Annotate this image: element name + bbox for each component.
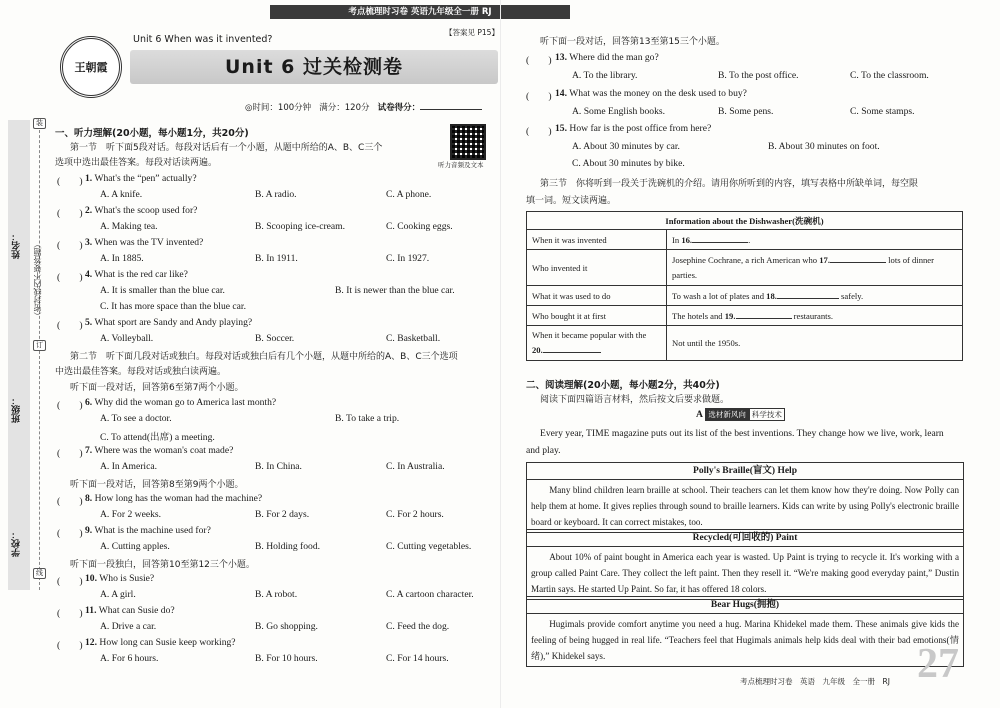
blank-19[interactable] [736,318,792,319]
page-title: Unit 6 过关检测卷 [130,50,498,84]
sec1-intro-b: 选项中选出最佳答案。每段对话读两遍。 [55,158,218,168]
q14-bracket[interactable]: ( ) [526,91,552,102]
q4-option-b[interactable]: B. It is newer than the blue car. [335,285,455,296]
q7-option-a[interactable]: A. In America. [100,461,158,472]
sec2-intro-a: 第二节 听下面几段对话或独白。每段对话或独白后有几个小题，从题中所给的A、B、C三个选项 [70,352,458,362]
q8-option-a[interactable]: A. For 2 weeks. [100,509,162,520]
q11-option-c[interactable]: C. Feed the dog. [386,621,450,632]
row-label: When it became popular with the 20. [527,326,667,361]
passage-title: Recycled(可回收的) Paint [527,530,963,547]
part2-intro: 阅读下面四篇语言材料，然后按文后要求做题。 [540,395,730,405]
q2-option-c[interactable]: C. Cooking eggs. [386,221,453,232]
q7-option-c[interactable]: C. In Australia. [386,461,445,472]
q10-option-c[interactable]: C. A cartoon character. [386,589,474,600]
q10-bracket[interactable]: ( ) [57,576,83,587]
q10-option-b[interactable]: B. A robot. [255,589,298,600]
q11-bracket[interactable]: ( ) [57,608,83,619]
q15-bracket[interactable]: ( ) [526,126,552,137]
exam-meta [245,101,482,113]
blank-18[interactable] [777,298,839,299]
q15-option-a[interactable]: A. About 30 minutes by car. [572,141,680,152]
row-answer: Not until the 1950s. [667,326,963,361]
sec2-intro-b: 中选出最佳答案。每段对话或独白读两遍。 [55,367,227,377]
q13-stem: 13. Where did the man go? [555,52,659,63]
marker-3: 线 [33,568,46,579]
q15-option-b[interactable]: B. About 30 minutes on foot. [768,141,880,152]
q9-option-c[interactable]: C. Cutting vegetables. [386,541,472,552]
table-row [527,306,963,326]
q10-stem: 10. Who is Susie? [85,573,155,584]
row-label: What it was used to do [527,286,667,306]
table-row [527,250,963,286]
q2-option-b[interactable]: B. Scooping ice-cream. [255,221,346,232]
blank-16[interactable] [692,242,748,243]
q13-option-c[interactable]: C. To the classroom. [850,70,929,81]
q14-option-a[interactable]: A. Some English books. [572,106,666,117]
q14-stem: 14. What was the money on the desk used to buy? [555,88,747,99]
q10-option-a[interactable]: A. A girl. [100,589,136,600]
q3-bracket[interactable]: ( ) [57,240,83,251]
q13-option-a[interactable]: A. To the library. [572,70,638,81]
tag-new-trend: 选材新风向 [705,408,749,421]
q4-option-a[interactable]: A. It is smaller than the blue car. [100,285,225,296]
class-label: 班级： [12,396,22,423]
qr-caption: 听力音频及文本 [438,161,484,169]
passage-polly [526,462,964,533]
page-number: 27 [917,641,959,687]
row-label: When it was invented [527,230,667,250]
q8-bracket[interactable]: ( ) [57,496,83,507]
full-score: 满分：120分 [319,103,370,113]
q2-stem: 2. What's the scoop used for? [85,205,198,216]
blank-17[interactable] [830,262,886,263]
q2-bracket[interactable]: ( ) [57,208,83,219]
q1-option-a[interactable]: A. A knife. [100,189,143,200]
blank-20[interactable] [543,352,601,353]
page-fold [500,0,501,708]
q6-option-a[interactable]: A. To see a doctor. [100,413,172,424]
q14-option-c[interactable]: C. Some stamps. [850,106,915,117]
q7-option-b[interactable]: B. In China. [255,461,302,472]
q3-option-c[interactable]: C. In 1927. [386,253,430,264]
q5-stem: 5. What sport are Sandy and Andy playing? [85,317,253,328]
q7-stem: 7. Where was the woman's coat made? [85,445,234,456]
sub-8-9: 听下面一段对话，回答第8至第9两个小题。 [70,480,244,490]
unit-tab: Unit 6 When was it invented? [133,34,273,45]
part2-title: 二、阅读理解(20小题，每小题2分，共40分) [526,380,720,391]
q4-option-c[interactable]: C. It has more space than the blue car. [100,301,246,312]
q12-bracket[interactable]: ( ) [57,640,83,651]
table-row [527,326,963,361]
page-footer: 考点梳理时习卷 英语 九年级 全一册 RJ [740,677,890,686]
q9-option-a[interactable]: A. Cutting apples. [100,541,170,552]
passage-title: Polly's Braille(盲文) Help [527,463,963,480]
q9-bracket[interactable]: ( ) [57,528,83,539]
q2-option-a[interactable]: A. Making tea. [100,221,158,232]
q1-stem: 1. What's the “pen” actually? [85,173,197,184]
seal-line [39,120,40,590]
table-title: Information about the Dishwasher(洗碗机) [527,212,963,230]
q7-bracket[interactable]: ( ) [57,448,83,459]
dishwasher-table [526,211,963,361]
q6-stem: 6. Why did the woman go to America last month? [85,397,277,408]
q9-stem: 9. What is the machine used for? [85,525,211,536]
q6-option-b[interactable]: B. To take a trip. [335,413,400,424]
passage-hugs [526,596,964,667]
row-label: Who invented it [527,250,667,286]
table-row [527,286,963,306]
q5-option-a[interactable]: A. Volleyball. [100,333,154,344]
q15-stem: 15. How far is the post office from here? [555,123,712,134]
q11-option-a[interactable]: A. Drive a car. [100,621,157,632]
row-label: Who bought it at first [527,306,667,326]
row-answer: To wash a lot of plates and 18. safely. [667,286,963,306]
part1-title: 一、听力理解(20小题，每小题1分，共20分) [55,128,249,139]
q13-bracket[interactable]: ( ) [526,55,552,66]
marker-1: 装 [33,118,46,129]
binding-strip [0,0,52,708]
sub-10-12: 听下面一段独白，回答第10至第12三个小题。 [70,560,255,570]
row-answer: The hotels and 19. restaurants. [667,306,963,326]
q4-bracket[interactable]: ( ) [57,272,83,283]
intro-line-a: Every year, TIME magazine puts out its list of the best inventions. They change how we live, work, learn [540,428,944,439]
q13-option-b[interactable]: B. To the post office. [718,70,799,81]
passage-title: Bear Hugs(拥抱) [527,597,963,614]
top-banner: 考点梳理时习卷 英语九年级全一册 RJ [270,5,570,19]
q12-stem: 12. How long can Susie keep working? [85,637,236,648]
answer-reference: 【答案见 P15】 [445,28,499,37]
q5-option-b[interactable]: B. Soccer. [255,333,295,344]
sub-6-7: 听下面一段对话，回答第6至第7两个小题。 [70,383,244,393]
school-label: 学校： [12,530,22,557]
q6-option-c[interactable]: C. To attend(出席) a meeting. [100,432,215,443]
q8-stem: 8. How long has the woman had the machine? [85,493,263,504]
q12-option-b[interactable]: B. For 10 hours. [255,653,318,664]
score-label: 试卷得分： [377,103,421,113]
q15-option-c[interactable]: C. About 30 minutes by bike. [572,158,685,169]
row-answer: In 16. . [667,230,963,250]
marker-2: 订 [33,340,46,351]
sec3-intro-a: 第三节 你将听到一段关于洗碗机的介绍。请用你所听到的内容，填写表格中所缺单词，每空限 [540,179,919,189]
q8-option-c[interactable]: C. For 2 hours. [386,509,444,520]
q3-stem: 3. When was the TV invented? [85,237,204,248]
q3-option-b[interactable]: B. In 1911. [255,253,298,264]
q9-option-b[interactable]: B. Holding food. [255,541,321,552]
q1-option-c[interactable]: C. A phone. [386,189,432,200]
qr-code[interactable] [450,124,486,160]
q14-option-b[interactable]: B. Some pens. [718,106,774,117]
passage-label: A [696,409,703,420]
tag-science: 科学技术 [749,408,785,421]
sub-13-15: 听下面一段对话，回答第13至第15三个小题。 [540,37,725,47]
name-label: 姓名： [12,232,22,259]
sec1-intro-a: 第一节 听下面5段对话。每段对话后有一个小题，从题中所给的A、B、C三个 [70,143,383,153]
q5-bracket[interactable]: ( ) [57,320,83,331]
intro-line-b: and play. [526,445,561,456]
q8-option-b[interactable]: B. For 2 days. [255,509,310,520]
q3-option-a[interactable]: A. In 1885. [100,253,144,264]
time-limit: ◎时间：100分钟 [245,103,312,113]
q6-bracket[interactable]: ( ) [57,400,83,411]
brand-logo: 王朝霞 [60,36,122,98]
q12-option-a[interactable]: A. For 6 hours. [100,653,159,664]
binding-gray-band [8,120,30,590]
passage-a-header [696,408,785,421]
passage-text: Hugimals provide comfort anytime you need a hug. Marina Khidekel made them. These animals give kids the feeling of being hugged in real life. “Teachers feel that Hugimals animals help kids deal with their bad emotions(情绪),” Khidekel says. [531,619,959,661]
q12-option-c[interactable]: C. For 14 hours. [386,653,449,664]
table-row [527,230,963,250]
q11-option-b[interactable]: B. Go shopping. [255,621,318,632]
row-answer: Josephine Cochrane, a rich American who 17. lots of dinner parties. [667,250,963,286]
passage-text: About 10% of paint bought in America each year is wasted. Up Paint is trying to recycle it. It's working with a group called Paint Care. They collect the left paint. Then they resell it. “We're making good everyday paint,” Dustin Martin says. He started Up Paint. So far, it has offered 18 colors. [531,552,959,594]
seal-warning: （密封线内不要答题） [33,240,42,320]
score-blank[interactable] [420,109,482,110]
passage-text: Many blind children learn braille at school. Their teachers can let them know how they're doing. Now Polly can help them at home. It gives replies through sound to braille learners. Kids can write by using Polly's electronic braille board or keyboard. It can correct mistakes, too. [531,485,959,527]
q1-option-b[interactable]: B. A radio. [255,189,297,200]
q11-stem: 11. What can Susie do? [85,605,175,616]
q4-stem: 4. What is the red car like? [85,269,188,280]
q1-bracket[interactable]: ( ) [57,176,83,187]
q5-option-c[interactable]: C. Basketball. [386,333,441,344]
sec3-intro-b: 填一词。短文读两遍。 [526,196,617,206]
passage-paint [526,529,964,600]
